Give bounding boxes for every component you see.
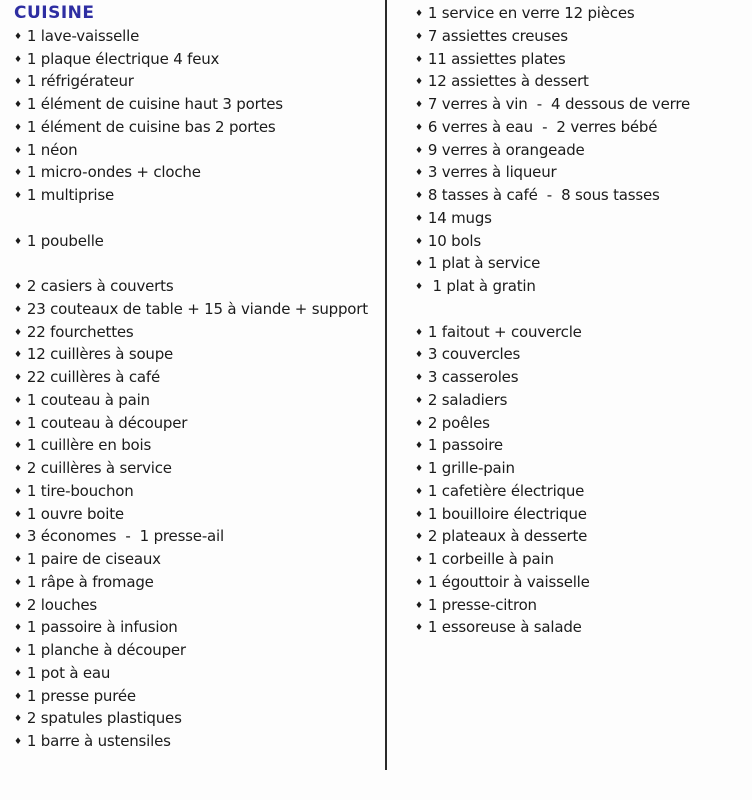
- bullet-icon: ♦: [14, 236, 22, 247]
- list-item: [14, 594, 380, 617]
- bullet-icon: ♦: [14, 646, 22, 656]
- bullet-icon: ♦: [415, 191, 423, 201]
- list-item: [415, 184, 745, 207]
- list-item-label: 1 presse purée: [26, 686, 136, 705]
- bullet-icon: ♦: [415, 464, 423, 474]
- right-item-list: [415, 2, 745, 639]
- list-item: [14, 139, 380, 162]
- bullet-icon: ♦: [14, 464, 22, 474]
- list-item: [415, 434, 745, 457]
- list-item: [14, 503, 380, 526]
- list-item-label: 1 couteau à découper: [26, 413, 188, 432]
- bullet-icon: ♦: [415, 145, 423, 156]
- list-item: [415, 70, 745, 93]
- list-item: [415, 321, 745, 344]
- list-item: [14, 161, 380, 184]
- bullet-icon: ♦: [14, 77, 22, 88]
- list-item-label: 1 égouttoir à vaisselle: [427, 572, 590, 591]
- bullet-icon: ♦: [415, 600, 423, 611]
- list-item-label: 1 barre à ustensiles: [26, 732, 171, 750]
- list-item-label: 1 cuillère en bois: [26, 436, 152, 455]
- list-item: [415, 275, 745, 298]
- list-item: [415, 207, 745, 230]
- bullet-icon: ♦: [14, 623, 22, 634]
- bullet-icon: ♦: [14, 145, 22, 156]
- list-item: [415, 548, 745, 571]
- list-item: [14, 116, 380, 139]
- bullet-icon: ♦: [14, 122, 22, 133]
- list-item-label: 1 grille-pain: [427, 459, 515, 477]
- list-item-label: 1 ouvre boite: [26, 504, 124, 523]
- list-item: [14, 25, 380, 48]
- list-item-label: 1 néon: [26, 140, 78, 159]
- list-item: [14, 298, 380, 321]
- column-divider: [385, 0, 387, 770]
- list-item: [14, 252, 380, 275]
- bullet-icon: ♦: [415, 555, 423, 565]
- list-item-label: 6 verres à eau - 2 verres bébé: [427, 117, 658, 136]
- bullet-icon: ♦: [14, 577, 22, 588]
- list-item: [14, 639, 380, 662]
- bullet-icon: ♦: [415, 486, 423, 497]
- list-item-label: 1 micro-ondes + cloche: [26, 163, 201, 182]
- bullet-icon: ♦: [14, 418, 22, 429]
- list-item: [14, 321, 380, 344]
- list-item-label: 1 lave-vaisselle: [26, 26, 140, 45]
- bullet-icon: ♦: [14, 373, 22, 383]
- list-item: [14, 70, 380, 93]
- list-item: [14, 366, 380, 389]
- list-item: [14, 412, 380, 435]
- bullet-icon: ♦: [14, 509, 22, 520]
- list-item: [415, 457, 745, 480]
- list-item: [14, 93, 380, 116]
- list-item-label: 1 pot à eau: [26, 663, 111, 682]
- bullet-icon: ♦: [415, 509, 423, 520]
- bullet-icon: ♦: [415, 418, 423, 429]
- bullet-icon: ♦: [415, 213, 423, 224]
- list-item: [14, 389, 380, 412]
- list-item-label: 1 plat à service: [427, 254, 541, 273]
- list-item: [415, 525, 745, 548]
- list-item-label: 2 plateaux à desserte: [427, 527, 588, 546]
- list-item: [14, 548, 380, 571]
- bullet-icon: ♦: [415, 54, 423, 65]
- left-column: [14, 2, 380, 753]
- list-item: [14, 230, 380, 253]
- list-item-label: 14 mugs: [427, 208, 492, 227]
- list-item: [415, 139, 745, 162]
- list-item: [415, 230, 745, 253]
- list-item-label: 12 assiettes à dessert: [427, 72, 589, 91]
- left-item-list: [14, 25, 380, 753]
- bullet-icon: ♦: [415, 350, 423, 361]
- list-item-label: 1 couteau à pain: [26, 390, 150, 409]
- list-item-label: 2 louches: [26, 595, 98, 614]
- list-item: [415, 93, 745, 116]
- list-item: [415, 2, 745, 25]
- bullet-icon: ♦: [415, 31, 423, 42]
- bullet-icon: ♦: [14, 191, 22, 201]
- list-item: [14, 434, 380, 457]
- list-item: [14, 184, 380, 207]
- list-item: [415, 480, 745, 503]
- list-item: [14, 480, 380, 503]
- bullet-icon: ♦: [415, 282, 423, 292]
- list-item-label: 12 cuillères à soupe: [26, 345, 174, 364]
- list-item-label: 3 économes - 1 presse-ail: [26, 527, 224, 546]
- list-item-label: 1 réfrigérateur: [26, 72, 134, 91]
- bullet-icon: ♦: [14, 168, 22, 179]
- list-item-label: 1 poubelle: [26, 231, 104, 250]
- list-item-label: 1 passoire à infusion: [26, 618, 178, 637]
- list-item-label: 11 assiettes plates: [427, 49, 566, 68]
- bullet-icon: ♦: [14, 282, 22, 292]
- bullet-icon: ♦: [14, 714, 22, 725]
- bullet-icon: ♦: [415, 577, 423, 588]
- list-item: [14, 707, 380, 730]
- bullet-icon: ♦: [14, 327, 22, 338]
- list-item: [415, 366, 745, 389]
- list-item: [415, 503, 745, 526]
- bullet-icon: ♦: [14, 555, 22, 565]
- bullet-icon: ♦: [14, 441, 22, 452]
- list-item-label: 7 assiettes creuses: [427, 26, 568, 45]
- bullet-icon: ♦: [14, 486, 22, 497]
- list-item-label: 22 fourchettes: [26, 322, 134, 341]
- list-item: [415, 161, 745, 184]
- list-item: [415, 25, 745, 48]
- list-item-label: 2 cuillères à service: [26, 459, 172, 477]
- bullet-icon: ♦: [415, 168, 423, 179]
- list-item-label: 1 essoreuse à salade: [427, 618, 582, 637]
- list-item: [14, 616, 380, 639]
- list-item: [415, 343, 745, 366]
- bullet-icon: ♦: [14, 737, 22, 747]
- bullet-icon: ♦: [14, 668, 22, 679]
- list-item-label: 1 faitout + couvercle: [427, 322, 582, 341]
- list-item-label: 3 couvercles: [427, 345, 521, 364]
- list-item: [415, 252, 745, 275]
- list-item: [14, 571, 380, 594]
- list-item: [415, 616, 745, 639]
- bullet-icon: ♦: [415, 623, 423, 634]
- list-item-label: 1 paire de ciseaux: [26, 550, 161, 568]
- list-item-label: 2 saladiers: [427, 390, 508, 409]
- right-column: [415, 2, 745, 639]
- bullet-icon: ♦: [14, 350, 22, 361]
- list-item: [415, 298, 745, 321]
- bullet-icon: ♦: [415, 373, 423, 383]
- list-item-label: 1 service en verre 12 pièces: [427, 4, 635, 22]
- list-item-label: 1 passoire: [427, 436, 503, 455]
- bullet-icon: ♦: [415, 259, 423, 270]
- list-item-label: 23 couteaux de table + 15 à viande + support: [26, 299, 368, 318]
- list-item: [14, 343, 380, 366]
- list-item: [415, 571, 745, 594]
- bullet-icon: ♦: [415, 77, 423, 88]
- list-item-label: 1 planche à découper: [26, 641, 186, 659]
- list-item: [415, 48, 745, 71]
- list-item: [14, 207, 380, 230]
- bullet-icon: ♦: [415, 9, 423, 19]
- bullet-icon: ♦: [14, 691, 22, 702]
- list-item-label: 1 plaque électrique 4 feux: [26, 49, 220, 68]
- list-item-label: 1 tire-bouchon: [26, 481, 134, 500]
- bullet-icon: ♦: [14, 395, 22, 406]
- list-item: [14, 685, 380, 708]
- list-item-label: 1 bouilloire électrique: [427, 504, 587, 523]
- list-item-label: 22 cuillères à café: [26, 368, 160, 386]
- bullet-icon: ♦: [14, 532, 22, 543]
- bullet-icon: ♦: [415, 236, 423, 247]
- list-item-label: 3 verres à liqueur: [427, 163, 557, 182]
- bullet-icon: ♦: [14, 600, 22, 611]
- bullet-icon: ♦: [415, 122, 423, 133]
- list-item-label: 2 spatules plastiques: [26, 709, 182, 728]
- list-item: [415, 594, 745, 617]
- list-item: [14, 525, 380, 548]
- list-item-label: 1 corbeille à pain: [427, 550, 554, 568]
- list-item-label: 8 tasses à café - 8 sous tasses: [427, 186, 660, 204]
- list-item: [415, 116, 745, 139]
- list-item: [14, 662, 380, 685]
- list-item-label: 9 verres à orangeade: [427, 140, 585, 159]
- page-title: CUISINE: [14, 3, 95, 23]
- bullet-icon: ♦: [415, 327, 423, 338]
- list-item-label: 1 presse-citron: [427, 595, 537, 614]
- list-item-label: 1 râpe à fromage: [26, 572, 154, 591]
- list-item: [415, 412, 745, 435]
- list-item-label: 3 casseroles: [427, 368, 519, 386]
- list-item-label: 10 bols: [427, 231, 482, 250]
- list-item: [415, 389, 745, 412]
- list-item-label: 7 verres à vin - 4 dessous de verre: [427, 95, 690, 113]
- bullet-icon: ♦: [14, 54, 22, 65]
- list-item-label: 1 cafetière électrique: [427, 481, 585, 500]
- bullet-icon: ♦: [14, 304, 22, 315]
- list-item-label: 1 plat à gratin: [427, 277, 536, 295]
- list-item-label: 1 multiprise: [26, 186, 115, 204]
- list-item: [14, 730, 380, 753]
- list-item-label: 2 casiers à couverts: [26, 277, 174, 295]
- list-item: [14, 275, 380, 298]
- list-item: [14, 457, 380, 480]
- bullet-icon: ♦: [415, 100, 423, 110]
- bullet-icon: ♦: [415, 532, 423, 543]
- list-item-label: 1 élément de cuisine bas 2 portes: [26, 117, 276, 136]
- list-item: [14, 48, 380, 71]
- list-item-label: 2 poêles: [427, 413, 490, 432]
- list-item-label: 1 élément de cuisine haut 3 portes: [26, 95, 283, 113]
- bullet-icon: ♦: [14, 100, 22, 110]
- bullet-icon: ♦: [415, 441, 423, 452]
- bullet-icon: ♦: [14, 31, 22, 42]
- bullet-icon: ♦: [415, 395, 423, 406]
